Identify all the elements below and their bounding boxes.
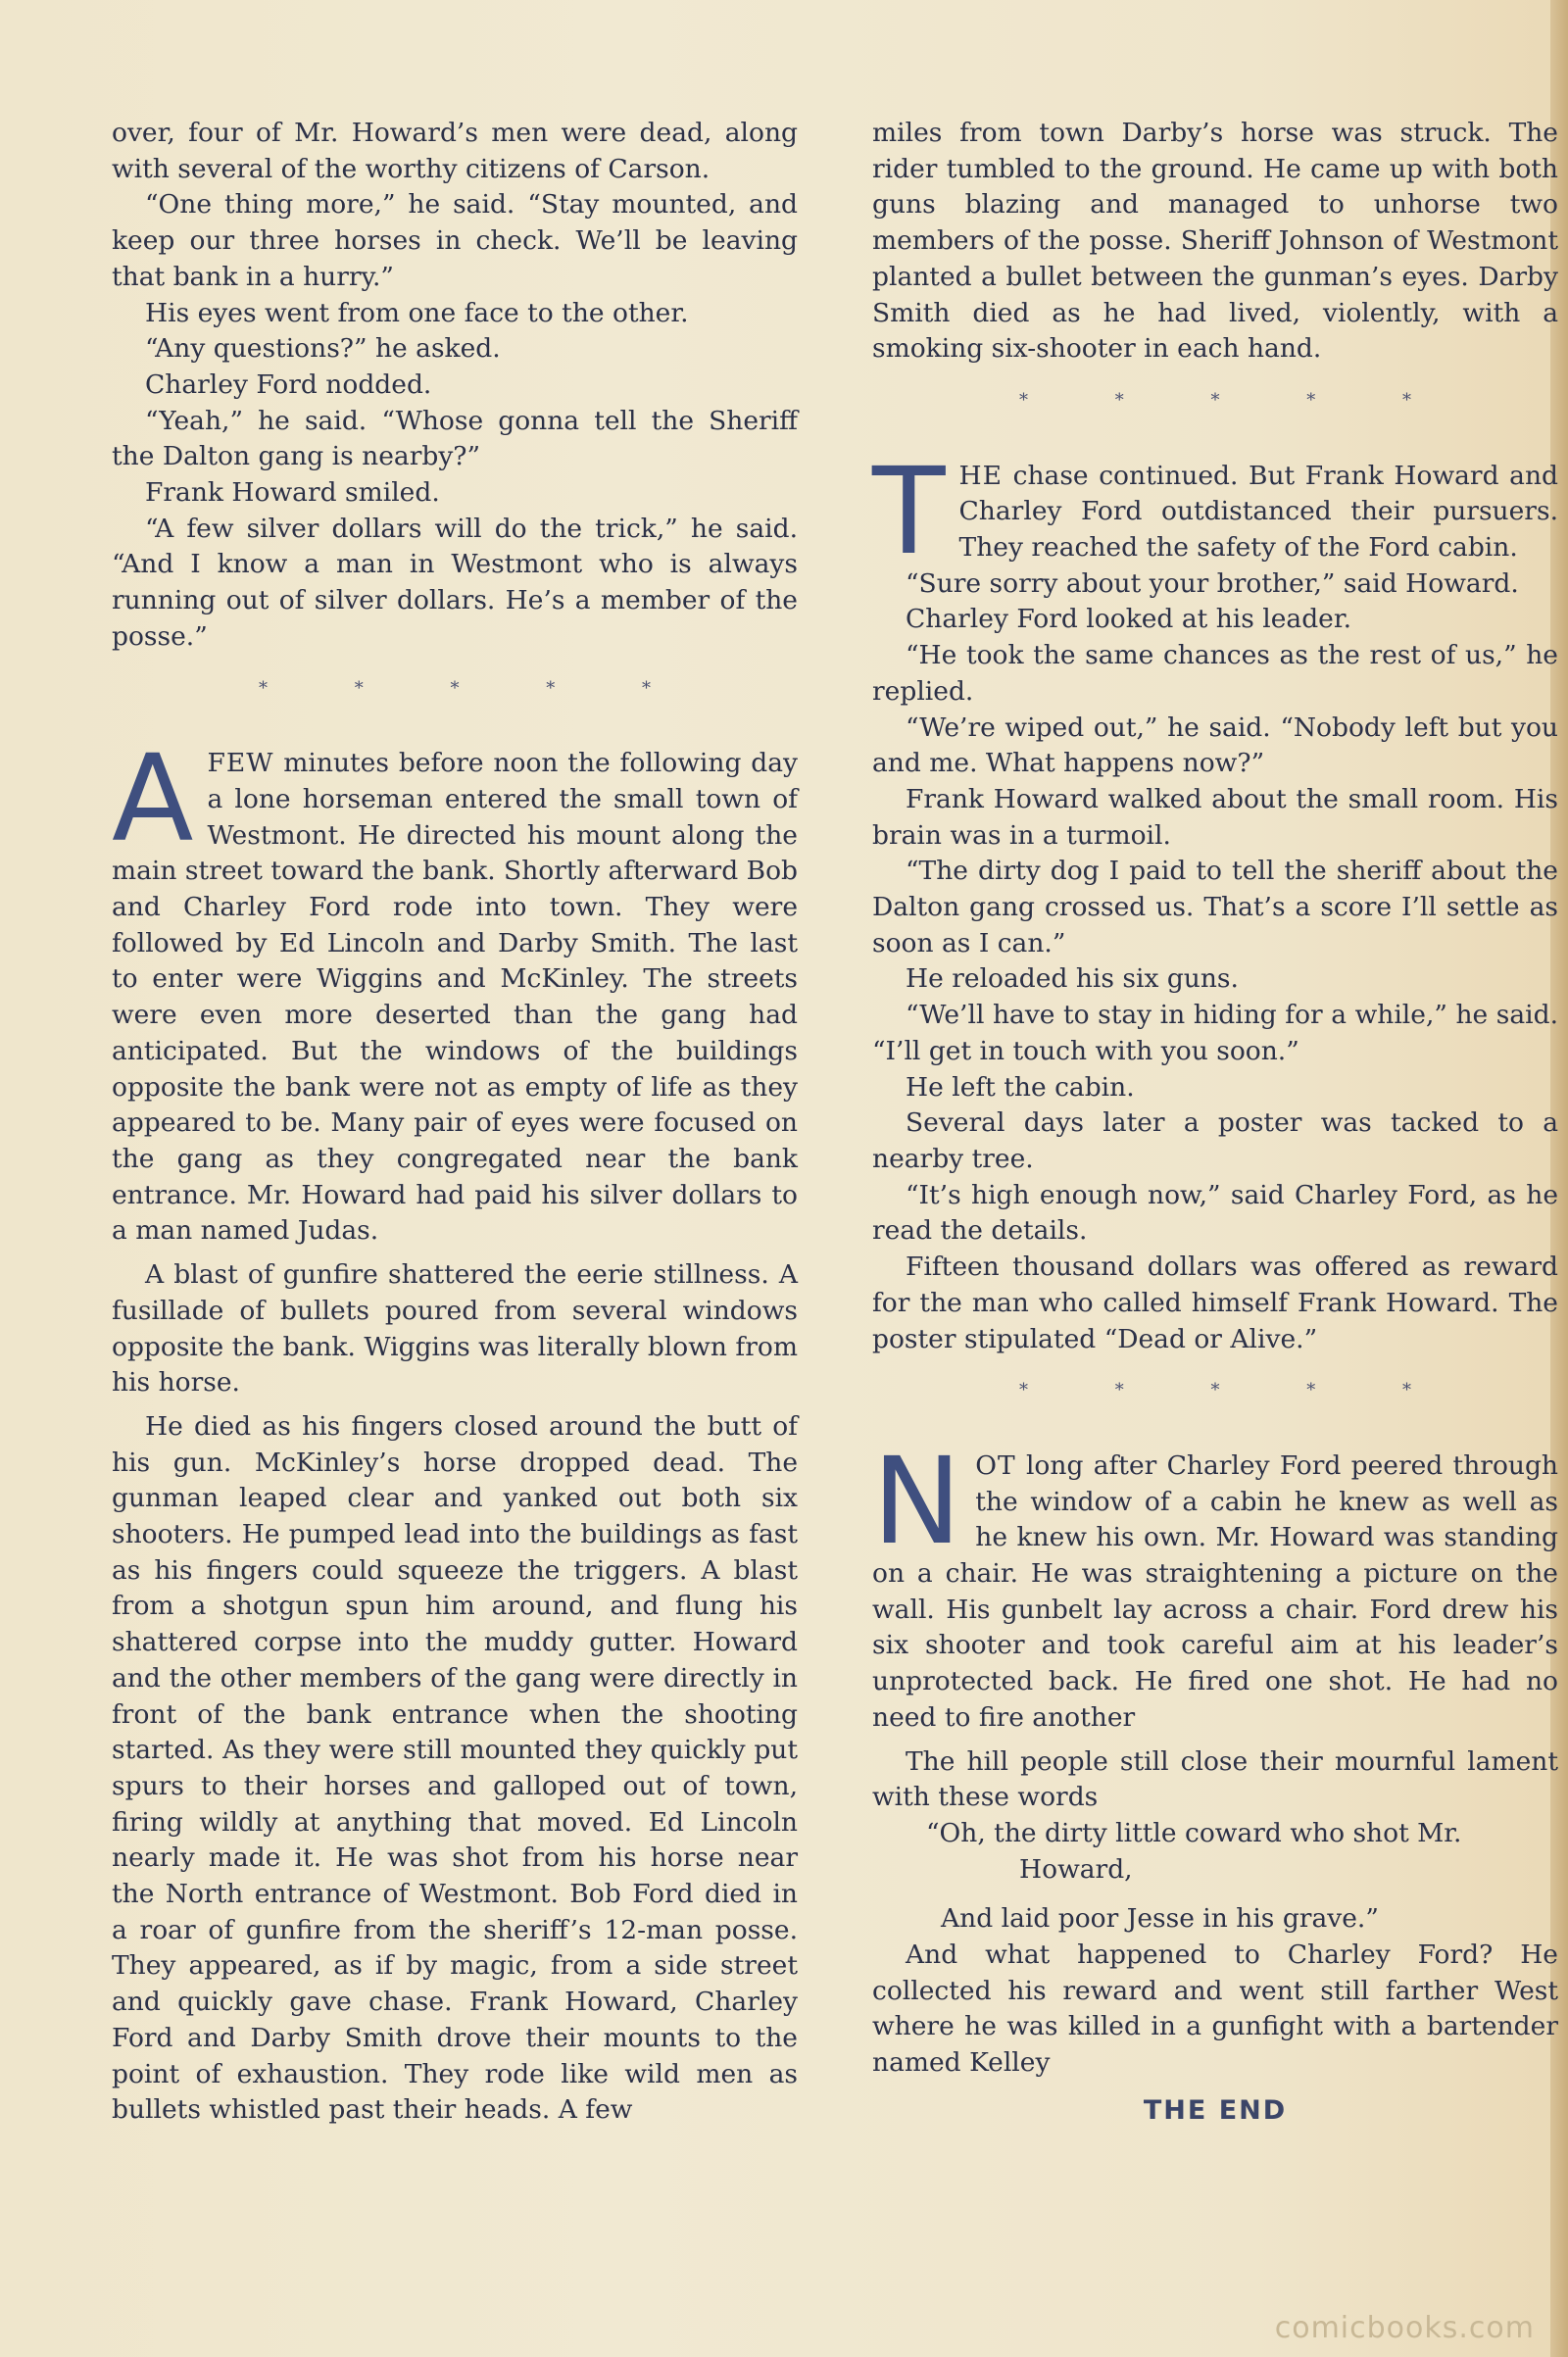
right-column	[872, 116, 1558, 2130]
separator-star: *	[1210, 1380, 1220, 1401]
paragraph: “Yeah,” he said. “Whose gonna tell the Sheriff the Dalton gang is nearby?”	[112, 405, 798, 472]
separator-star: *	[450, 677, 460, 699]
drop-cap: A	[112, 729, 194, 869]
paragraph: “He took the same chances as the rest of us,” he replied.	[872, 640, 1558, 707]
paragraph: He reloaded his six guns.	[906, 963, 1239, 995]
paragraph: And what happened to Charley Ford? He collected his reward and went still farther West where he was killed in a gunfight with a bartender named Kelley	[872, 1940, 1558, 2079]
lead-word: OT	[975, 1449, 1016, 1481]
watermark: comicbooks.com	[1274, 2311, 1535, 2345]
paragraph: “A few silver dollars will do the trick,” he said. “And I know a man in Westmont who is always running out of silver dollars. He’s a member of the posse.”	[112, 513, 798, 652]
section-separator	[259, 671, 651, 708]
paragraph: He died as his fingers closed around the butt of his gun. McKinley’s horse dropped dead. The gunman leaped clear and yanked out both six shooters. He pumped lead into the buildings as fast as his fingers could squeeze the triggers. A blast from a shotgun spun him around, and flung his shattered corpse into the muddy gutter. Howard and the other members of the gang were directly in front of the bank entrance when the shooting started. As they were still mounted they quickly put spurs to their horses and galloped out of town, firing wildly at anything that moved. Ed Lincoln nearly made it. He was shot from his horse near the North entrance of Westmont. Bob Ford died in a roar of gunfire from the sheriff’s 12-man posse. They appeared, as if by magic, from a side street and quickly gave chase. Frank Howard, Charley Ford and Darby Smith drove their mounts to the point of exhaustion. They rode like wild men as bullets whistled past their heads. A few	[112, 1410, 798, 2126]
paragraph: He left the cabin.	[906, 1071, 1135, 1103]
paragraph: “One thing more,” he said. “Stay mounted, and keep our three horses in check. We’ll be leaving that bank in a hurry.”	[112, 189, 798, 292]
paragraph: Charley Ford looked at his leader.	[906, 604, 1352, 635]
separator-star: *	[1306, 389, 1316, 411]
paragraph: “We’ll have to stay in hiding for a while,” he said. “I’ll get in touch with you soon.”	[872, 1000, 1558, 1066]
paragraph: Fifteen thousand dollars was offered as reward for the man who called himself Frank Howard. The poster stipulated “Dead or Alive.”	[872, 1252, 1558, 1354]
left-column	[112, 116, 798, 2129]
separator-star: *	[354, 677, 364, 699]
paragraph: Charley Ford nodded.	[145, 368, 432, 400]
paragraph: “Any questions?” he asked.	[145, 333, 501, 365]
section-opening-paragraph	[872, 441, 1558, 581]
paragraph: over, four of Mr. Howard’s men were dead, along with several of the worthy citizens of Carson.	[112, 118, 798, 184]
section-separator	[1019, 1373, 1411, 1409]
section-opening-paragraph	[112, 729, 798, 1250]
separator-star: *	[1402, 1380, 1411, 1401]
section-separator	[1019, 383, 1411, 419]
drop-cap: N	[872, 1431, 962, 1571]
separator-star: *	[1210, 389, 1220, 411]
paragraph: “We’re wiped out,” he said. “Nobody left but you and me. What happens now?”	[872, 712, 1558, 779]
poem-line: “Oh, the dirty little coward who shot Mr.	[926, 1817, 1462, 1848]
paragraph-text: chase continued. But Frank Howard and Charley Ford outdistanced their pursuers. They reached the safety of the Ford cabin.	[958, 460, 1558, 564]
drop-cap: T	[872, 441, 946, 581]
paragraph: “It’s high enough now,” said Charley Ford, as he read the details.	[872, 1179, 1558, 1247]
paragraph: Frank Howard smiled.	[145, 477, 440, 509]
paragraph: The hill people still close their mournful lament with these words	[872, 1745, 1558, 1813]
paragraph: Frank Howard walked about the small room. His brain was in a turmoil.	[872, 783, 1558, 851]
separator-star: *	[259, 677, 268, 699]
paragraph: A blast of gunfire shattered the eerie stillness. A fusillade of bullets poured from several windows opposite the bank. Wiggins was literally blown from his horse.	[112, 1259, 798, 1399]
paragraph: “The dirty dog I paid to tell the sheriff about the Dalton gang crossed us. That’s a score I’ll settle as soon as I can.”	[872, 856, 1558, 958]
separator-star: *	[1402, 389, 1411, 411]
poem-line: And laid poor Jesse in his grave.”	[941, 1903, 1379, 1935]
poem-line: Howard,	[1019, 1853, 1133, 1885]
lead-word: HE	[958, 460, 1003, 491]
separator-star: *	[642, 677, 651, 699]
paragraph: miles from town Darby’s horse was struck. The rider tumbled to the ground. He came up with both guns blazing and managed to unhorse two members of the posse. Sheriff Johnson of Westmont planted a bullet between the gunman’s eyes. Darby Smith died as he had lived, violently, with a smoking six-shooter in each hand.	[872, 118, 1558, 365]
paragraph: Several days later a poster was tacked to a nearby tree.	[872, 1107, 1558, 1174]
separator-star: *	[546, 677, 556, 699]
separator-star: *	[1306, 1380, 1316, 1401]
separator-star: *	[1019, 389, 1028, 411]
paragraph: “Sure sorry about your brother,” said Howard.	[906, 567, 1519, 599]
separator-star: *	[1019, 1380, 1028, 1401]
paragraph-text: long after Charley Ford peered through the window of a cabin he knew as well as he knew his own. Mr. Howard was standing on a chair. He was straightening a picture on the wall. His gunbelt lay across a chair. Ford drew his six shooter and took careful aim at his leader’s unprotected back. He fired one shot. He had no need to fire another	[872, 1449, 1558, 1733]
section-opening-paragraph	[872, 1431, 1558, 1737]
separator-star: *	[1114, 1380, 1124, 1401]
paragraph: His eyes went from one face to the other.	[145, 297, 689, 328]
the-end-label: THE END	[1143, 2094, 1288, 2126]
paragraph-text: minutes before noon the following day a lone horseman entered the small town of Westmont. He directed his mount along the main street toward the bank. Shortly afterward Bob and Charley Ford rode into town. They were followed by Ed Lincoln and Darby Smith. The last to enter were Wiggins and McKinley. The streets were even more deserted than the gang had anticipated. But the windows of the buildings opposite the bank were not as empty of life as they appeared to be. Many pair of eyes were focused on the gang as they congregated near the bank entrance. Mr. Howard had paid his silver dollars to a man named Judas.	[112, 748, 798, 1247]
separator-star: *	[1114, 389, 1124, 411]
lead-word: FEW	[207, 748, 274, 779]
